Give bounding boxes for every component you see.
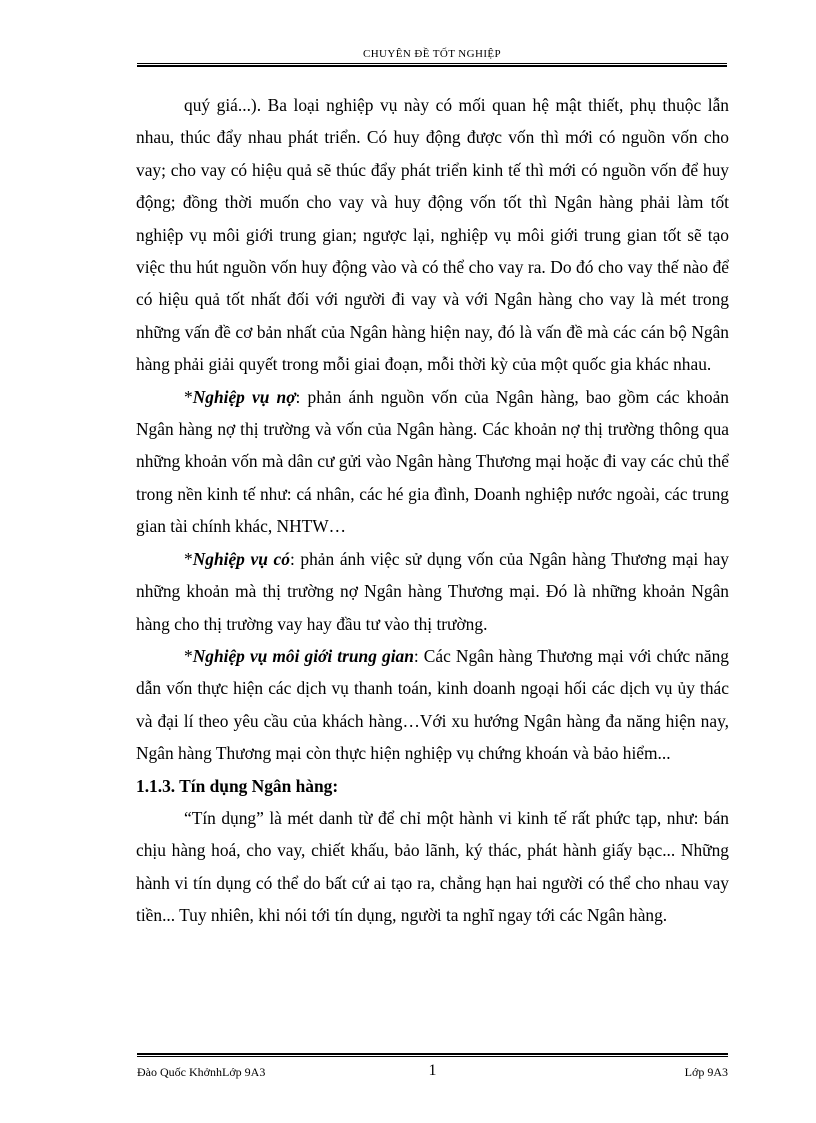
footer-rule-thick <box>137 1053 728 1055</box>
term-nghiep-vu-co: Nghiệp vụ có <box>192 548 290 569</box>
page-footer <box>137 1053 728 1082</box>
term-nghiep-vu-no: Nghiệp vụ nợ <box>192 386 296 407</box>
term-prefix: * <box>184 386 193 407</box>
paragraph-nghiep-vu-moi-gioi <box>136 640 729 770</box>
paragraph-text: : phản ánh việc sử dụng vốn của Ngân hàng Thương mại hay những khoản mà thị trường nợ Ngân hàng Thương mại. Đó là những khoản Ngân hàng cho thị trường vay hay đầu tư vào thị trường. <box>136 548 729 634</box>
footer-author: Đào Quốc KhởnhLớp 9A3 <box>137 1065 266 1079</box>
section-heading: 1.1.3. Tín dụng Ngân hàng: <box>136 775 339 796</box>
footer-rule <box>137 1056 728 1057</box>
document-body <box>136 89 729 932</box>
term-nghiep-vu-moi-gioi: Nghiệp vụ môi giới trung gian <box>192 645 414 666</box>
footer-class: Lớp 9A3 <box>684 1065 728 1079</box>
page-number: 1 <box>428 1062 437 1079</box>
page-header <box>137 48 727 67</box>
paragraph-intro: quý giá...). Ba loại nghiệp vụ này có mối quan hệ mật thiết, phụ thuộc lẫn nhau, thúc đẩy nhau phát triển. Có huy động được vốn thì mới có nguồn vốn cho vay; cho vay có hiệu quả sẽ thúc đẩy phát triển kinh tế thì mới có nguồn vốn để huy động; đồng thời muốn cho vay và huy động vốn tốt thì Ngân hàng phải làm tốt nghiệp vụ môi giới trung gian; ngược lại, nghiệp vụ môi giới trung gian tốt sẽ tạo việc thu hút nguồn vốn huy động vào và có thể cho vay ra. Do đó cho vay thế nào để có hiệu quả tốt nhất đối với người đi vay và với Ngân hàng cho vay là mét trong những vấn đề cơ bản nhất của Ngân hàng hiện nay, đó là vấn đề mà các cán bộ Ngân hàng phải giải quyết trong mỗi giai đoạn, mỗi thời kỳ của một quốc gia khác nhau. <box>136 95 729 375</box>
paragraph-tin-dung: “Tín dụng” là mét danh từ để chỉ một hành vi kinh tế rất phức tạp, như: bán chịu hàng hoá, cho vay, chiết khấu, bảo lãnh, ký thác, phát hành giấy bạc... Những hành vi tín dụng có thể do bất cứ ai tạo ra, chẳng hạn hai người có thể cho nhau vay tiền... Tuy nhiên, khi nói tới tín dụng, người ta nghĩ ngay tới các Ngân hàng. <box>136 807 729 926</box>
header-title: CHUYÊN ĐỀ TỐT NGHIỆP <box>362 48 502 60</box>
footer-row <box>137 1062 728 1082</box>
paragraph-text: : phản ánh nguồn vốn của Ngân hàng, bao gồm các khoản Ngân hàng nợ thị trường và vốn của Ngân hàng. Các khoản nợ thị trường thông qua những khoản vốn mà dân cư gửi vào Ngân hàng Thương mại hoặc đi vay các chủ thể trong nền kinh tế như: cá nhân, các hé gia đình, Doanh nghiệp nước ngoài, các trung gian tài chính khác, NHTW… <box>136 386 729 537</box>
paragraph-text: : Các Ngân hàng Thương mại với chức năng dẫn vốn thực hiện các dịch vụ thanh toán, kinh doanh ngoại hối các dịch vụ ủy thác và đại lí theo yêu cầu của khách hàng…Với xu hướng Ngân hàng đa năng hiện nay, Ngân hàng Thương mại còn thực hiện nghiệp vụ chứng khoán và bảo hiểm... <box>136 645 729 764</box>
term-prefix: * <box>184 645 193 666</box>
paragraph-nghiep-vu-no <box>136 381 729 543</box>
header-rule <box>137 63 727 64</box>
term-prefix: * <box>184 548 193 569</box>
paragraph-nghiep-vu-co <box>136 543 729 640</box>
header-rule-thick <box>137 65 727 67</box>
